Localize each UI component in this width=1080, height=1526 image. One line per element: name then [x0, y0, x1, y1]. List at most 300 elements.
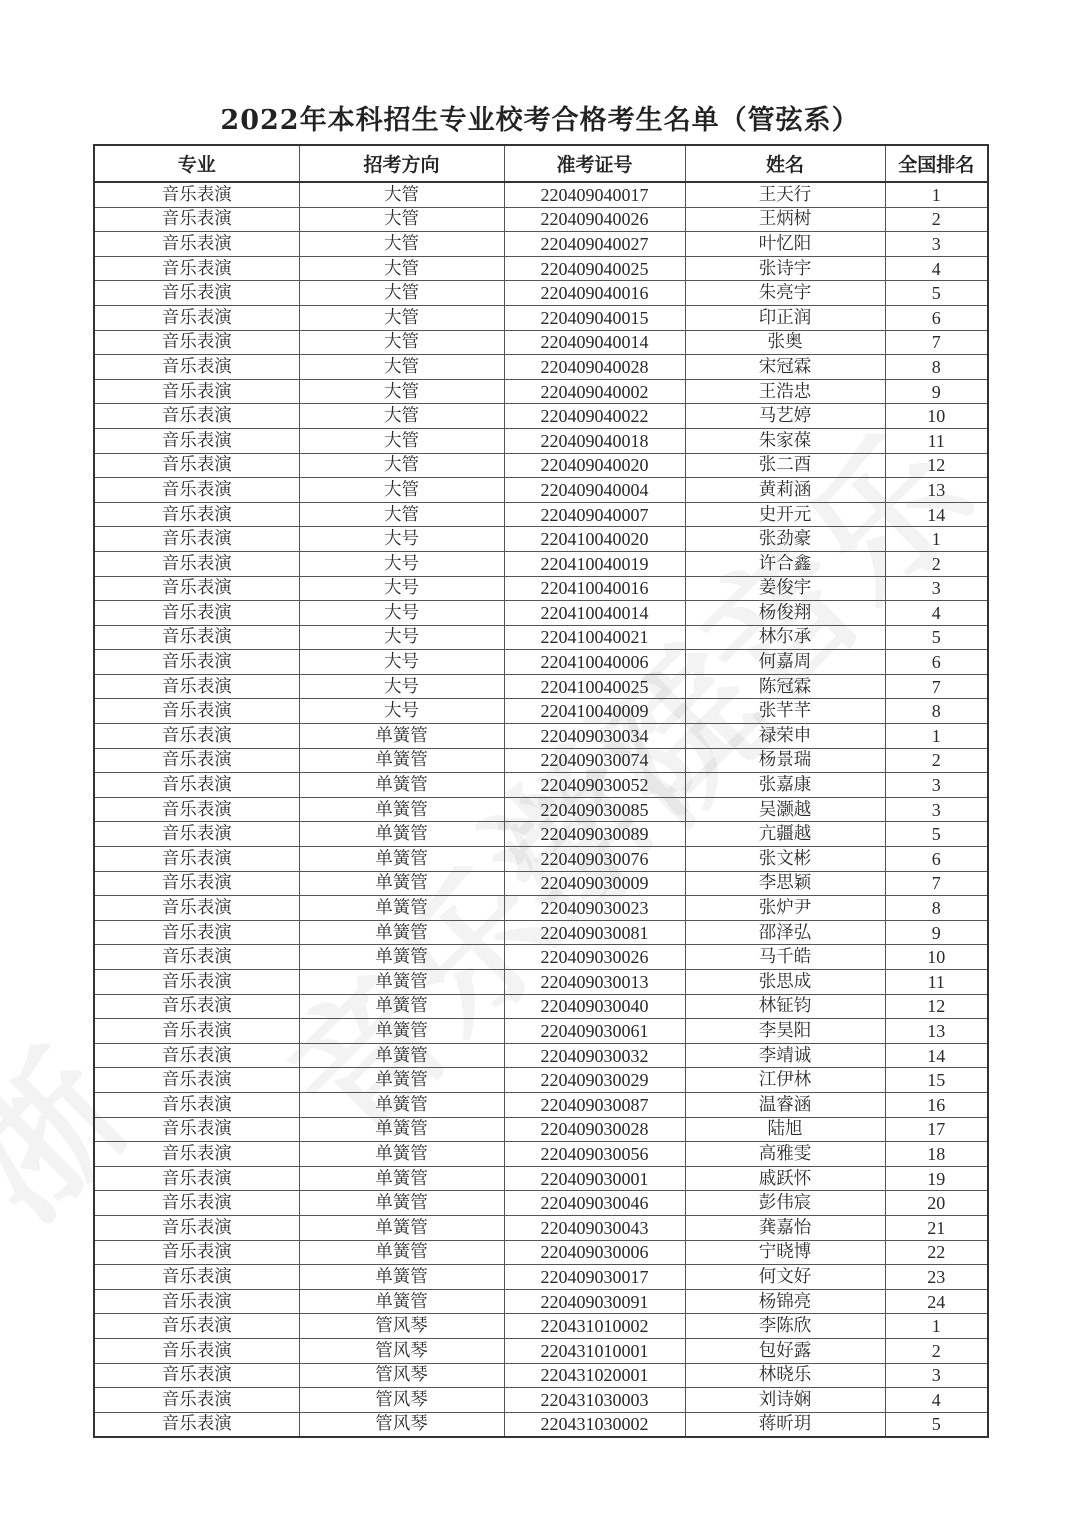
cell-exam-number: 220409030013: [504, 970, 685, 995]
cell-major: 音乐表演: [94, 232, 299, 257]
cell-name: 马千皓: [685, 945, 885, 970]
cell-direction: 大管: [299, 478, 504, 503]
cell-exam-number: 220409030056: [504, 1142, 685, 1167]
table-row: [94, 1412, 988, 1437]
cell-rank: 8: [885, 896, 988, 921]
cell-name: 何嘉周: [685, 650, 885, 675]
cell-direction: 单簧管: [299, 1240, 504, 1265]
cell-rank: 5: [885, 822, 988, 847]
cell-rank: 9: [885, 379, 988, 404]
cell-name: 彭伟宸: [685, 1191, 885, 1216]
cell-major: 音乐表演: [94, 1388, 299, 1413]
cell-rank: 8: [885, 355, 988, 380]
table-row: [94, 601, 988, 626]
cell-name: 朱家葆: [685, 428, 885, 453]
cell-direction: 大管: [299, 256, 504, 281]
cell-direction: 单簧管: [299, 797, 504, 822]
cell-direction: 管风琴: [299, 1388, 504, 1413]
cell-exam-number: 220409040002: [504, 379, 685, 404]
cell-direction: 大管: [299, 379, 504, 404]
cell-major: 音乐表演: [94, 379, 299, 404]
cell-name: 张文彬: [685, 847, 885, 872]
cell-exam-number: 220410040016: [504, 576, 685, 601]
cell-direction: 大管: [299, 428, 504, 453]
cell-name: 戚跃怀: [685, 1166, 885, 1191]
cell-direction: 单簧管: [299, 994, 504, 1019]
table-row: [94, 1388, 988, 1413]
cell-rank: 22: [885, 1240, 988, 1265]
cell-exam-number: 220409040026: [504, 207, 685, 232]
cell-rank: 4: [885, 256, 988, 281]
table-row: [94, 1265, 988, 1290]
cell-direction: 单簧管: [299, 1265, 504, 1290]
cell-major: 音乐表演: [94, 1265, 299, 1290]
cell-major: 音乐表演: [94, 1240, 299, 1265]
cell-rank: 2: [885, 551, 988, 576]
header-name: 姓名: [685, 145, 885, 182]
cell-rank: 15: [885, 1068, 988, 1093]
cell-exam-number: 220409040020: [504, 453, 685, 478]
cell-major: 音乐表演: [94, 1289, 299, 1314]
cell-exam-number: 220409040004: [504, 478, 685, 503]
table-row: [94, 1142, 988, 1167]
cell-direction: 大管: [299, 404, 504, 429]
table-row: [94, 527, 988, 552]
cell-exam-number: 220409030034: [504, 724, 685, 749]
cell-exam-number: 220409030081: [504, 920, 685, 945]
table-row: [94, 871, 988, 896]
cell-name: 温睿涵: [685, 1092, 885, 1117]
cell-direction: 单簧管: [299, 1019, 504, 1044]
header-direction: 招考方向: [299, 145, 504, 182]
table-row: [94, 847, 988, 872]
table-row: [94, 822, 988, 847]
cell-exam-number: 220409040017: [504, 182, 685, 207]
cell-major: 音乐表演: [94, 1142, 299, 1167]
cell-exam-number: 220431030002: [504, 1412, 685, 1437]
table-row: [94, 1068, 988, 1093]
cell-direction: 大号: [299, 601, 504, 626]
cell-direction: 大管: [299, 305, 504, 330]
table-row: [94, 625, 988, 650]
cell-exam-number: 220410040006: [504, 650, 685, 675]
cell-direction: 单簧管: [299, 847, 504, 872]
cell-exam-number: 220409030089: [504, 822, 685, 847]
cell-direction: 单簧管: [299, 1043, 504, 1068]
cell-major: 音乐表演: [94, 1019, 299, 1044]
cell-rank: 19: [885, 1166, 988, 1191]
table-row: [94, 797, 988, 822]
cell-name: 宋冠霖: [685, 355, 885, 380]
cell-direction: 单簧管: [299, 970, 504, 995]
table-row: [94, 1191, 988, 1216]
cell-major: 音乐表演: [94, 847, 299, 872]
cell-rank: 3: [885, 232, 988, 257]
cell-exam-number: 220409040014: [504, 330, 685, 355]
cell-name: 张劲豪: [685, 527, 885, 552]
cell-rank: 10: [885, 945, 988, 970]
cell-name: 张嘉康: [685, 773, 885, 798]
cell-name: 林晓乐: [685, 1363, 885, 1388]
cell-major: 音乐表演: [94, 1117, 299, 1142]
table-row: [94, 330, 988, 355]
cell-rank: 2: [885, 748, 988, 773]
table-row: [94, 379, 988, 404]
cell-major: 音乐表演: [94, 1043, 299, 1068]
cell-name: 江伊林: [685, 1068, 885, 1093]
cell-direction: 管风琴: [299, 1338, 504, 1363]
cell-major: 音乐表演: [94, 281, 299, 306]
cell-exam-number: 220409040016: [504, 281, 685, 306]
cell-major: 音乐表演: [94, 551, 299, 576]
cell-direction: 单簧管: [299, 1289, 504, 1314]
cell-exam-number: 220409030087: [504, 1092, 685, 1117]
cell-exam-number: 220409030001: [504, 1166, 685, 1191]
table-row: [94, 453, 988, 478]
cell-rank: 11: [885, 428, 988, 453]
cell-rank: 3: [885, 1363, 988, 1388]
cell-name: 许合鑫: [685, 551, 885, 576]
table-row: [94, 748, 988, 773]
cell-direction: 大管: [299, 502, 504, 527]
cell-direction: 单簧管: [299, 1166, 504, 1191]
cell-name: 蒋昕玥: [685, 1412, 885, 1437]
cell-exam-number: 220431020001: [504, 1363, 685, 1388]
cell-exam-number: 220410040025: [504, 674, 685, 699]
cell-name: 宁晓博: [685, 1240, 885, 1265]
cell-name: 龚嘉怡: [685, 1215, 885, 1240]
candidate-table: [93, 144, 989, 1438]
table-row: [94, 478, 988, 503]
cell-major: 音乐表演: [94, 330, 299, 355]
cell-direction: 大号: [299, 674, 504, 699]
cell-name: 李靖诚: [685, 1043, 885, 1068]
cell-major: 音乐表演: [94, 994, 299, 1019]
cell-direction: 单簧管: [299, 1215, 504, 1240]
cell-rank: 11: [885, 970, 988, 995]
table-row: [94, 355, 988, 380]
cell-direction: 单簧管: [299, 1142, 504, 1167]
cell-name: 高雅雯: [685, 1142, 885, 1167]
cell-rank: 5: [885, 281, 988, 306]
cell-name: 张思成: [685, 970, 885, 995]
cell-name: 李思颖: [685, 871, 885, 896]
cell-direction: 大号: [299, 527, 504, 552]
cell-exam-number: 220409030026: [504, 945, 685, 970]
cell-exam-number: 220409030023: [504, 896, 685, 921]
cell-name: 张芊芊: [685, 699, 885, 724]
cell-name: 史开元: [685, 502, 885, 527]
cell-major: 音乐表演: [94, 1191, 299, 1216]
cell-direction: 管风琴: [299, 1363, 504, 1388]
table-row: [94, 207, 988, 232]
cell-name: 杨景瑞: [685, 748, 885, 773]
cell-direction: 大管: [299, 207, 504, 232]
cell-rank: 24: [885, 1289, 988, 1314]
cell-rank: 21: [885, 1215, 988, 1240]
cell-direction: 单簧管: [299, 822, 504, 847]
cell-name: 林尔承: [685, 625, 885, 650]
cell-exam-number: 220409030017: [504, 1265, 685, 1290]
table-row: [94, 994, 988, 1019]
header-exam-number: 准考证号: [504, 145, 685, 182]
cell-name: 马艺婷: [685, 404, 885, 429]
table-row: [94, 182, 988, 207]
cell-name: 王浩忠: [685, 379, 885, 404]
cell-major: 音乐表演: [94, 1338, 299, 1363]
cell-direction: 管风琴: [299, 1314, 504, 1339]
cell-major: 音乐表演: [94, 601, 299, 626]
cell-rank: 1: [885, 724, 988, 749]
cell-major: 音乐表演: [94, 1363, 299, 1388]
cell-rank: 5: [885, 625, 988, 650]
cell-major: 音乐表演: [94, 650, 299, 675]
cell-name: 朱亮宇: [685, 281, 885, 306]
cell-major: 音乐表演: [94, 945, 299, 970]
cell-rank: 5: [885, 1412, 988, 1437]
cell-direction: 大号: [299, 576, 504, 601]
cell-name: 印正润: [685, 305, 885, 330]
cell-exam-number: 220431030003: [504, 1388, 685, 1413]
cell-name: 刘诗娴: [685, 1388, 885, 1413]
cell-major: 音乐表演: [94, 207, 299, 232]
cell-exam-number: 220410040020: [504, 527, 685, 552]
cell-exam-number: 220409040022: [504, 404, 685, 429]
cell-exam-number: 220409030046: [504, 1191, 685, 1216]
cell-rank: 6: [885, 305, 988, 330]
cell-major: 音乐表演: [94, 674, 299, 699]
header-national-rank: 全国排名: [885, 145, 988, 182]
cell-name: 张诗宇: [685, 256, 885, 281]
table-body: [94, 182, 988, 1437]
cell-rank: 1: [885, 1314, 988, 1339]
cell-major: 音乐表演: [94, 970, 299, 995]
cell-name: 张奥: [685, 330, 885, 355]
cell-major: 音乐表演: [94, 527, 299, 552]
cell-name: 吴灏越: [685, 797, 885, 822]
cell-major: 音乐表演: [94, 404, 299, 429]
cell-major: 音乐表演: [94, 773, 299, 798]
table-row: [94, 404, 988, 429]
table-row: [94, 1043, 988, 1068]
cell-major: 音乐表演: [94, 822, 299, 847]
cell-name: 李昊阳: [685, 1019, 885, 1044]
cell-rank: 4: [885, 1388, 988, 1413]
cell-direction: 单簧管: [299, 871, 504, 896]
table-row: [94, 650, 988, 675]
cell-exam-number: 220431010001: [504, 1338, 685, 1363]
cell-major: 音乐表演: [94, 699, 299, 724]
cell-exam-number: 220409040018: [504, 428, 685, 453]
cell-name: 陆旭: [685, 1117, 885, 1142]
cell-rank: 2: [885, 1338, 988, 1363]
cell-major: 音乐表演: [94, 502, 299, 527]
cell-rank: 17: [885, 1117, 988, 1142]
cell-exam-number: 220410040021: [504, 625, 685, 650]
cell-rank: 3: [885, 797, 988, 822]
cell-major: 音乐表演: [94, 1068, 299, 1093]
cell-major: 音乐表演: [94, 1092, 299, 1117]
table-row: [94, 724, 988, 749]
table-row: [94, 896, 988, 921]
cell-exam-number: 220409030032: [504, 1043, 685, 1068]
cell-major: 音乐表演: [94, 576, 299, 601]
cell-exam-number: 220409040025: [504, 256, 685, 281]
cell-exam-number: 220409040028: [504, 355, 685, 380]
table-row: [94, 1289, 988, 1314]
cell-rank: 14: [885, 502, 988, 527]
cell-direction: 单簧管: [299, 1191, 504, 1216]
cell-direction: 大号: [299, 699, 504, 724]
cell-major: 音乐表演: [94, 478, 299, 503]
cell-rank: 13: [885, 478, 988, 503]
cell-name: 王天行: [685, 182, 885, 207]
cell-rank: 6: [885, 650, 988, 675]
cell-name: 叶忆阳: [685, 232, 885, 257]
cell-major: 音乐表演: [94, 1166, 299, 1191]
cell-exam-number: 220410040014: [504, 601, 685, 626]
cell-exam-number: 220410040009: [504, 699, 685, 724]
cell-name: 张二酉: [685, 453, 885, 478]
cell-major: 音乐表演: [94, 428, 299, 453]
cell-name: 陈冠霖: [685, 674, 885, 699]
header-major: 专业: [94, 145, 299, 182]
cell-name: 林钲钧: [685, 994, 885, 1019]
cell-name: 禄荣申: [685, 724, 885, 749]
table-row: [94, 699, 988, 724]
cell-rank: 2: [885, 207, 988, 232]
cell-direction: 大号: [299, 650, 504, 675]
cell-rank: 4: [885, 601, 988, 626]
cell-exam-number: 220409030029: [504, 1068, 685, 1093]
cell-name: 包好露: [685, 1338, 885, 1363]
cell-direction: 单簧管: [299, 920, 504, 945]
cell-direction: 单簧管: [299, 773, 504, 798]
table-row: [94, 920, 988, 945]
cell-exam-number: 220409030040: [504, 994, 685, 1019]
cell-direction: 大管: [299, 330, 504, 355]
cell-direction: 单簧管: [299, 945, 504, 970]
cell-direction: 大号: [299, 551, 504, 576]
cell-rank: 7: [885, 674, 988, 699]
cell-rank: 18: [885, 1142, 988, 1167]
cell-major: 音乐表演: [94, 625, 299, 650]
cell-exam-number: 220409040027: [504, 232, 685, 257]
table-row: [94, 232, 988, 257]
table-row: [94, 1092, 988, 1117]
cell-direction: 单簧管: [299, 1117, 504, 1142]
cell-exam-number: 220410040019: [504, 551, 685, 576]
cell-exam-number: 220409030074: [504, 748, 685, 773]
cell-rank: 13: [885, 1019, 988, 1044]
cell-rank: 7: [885, 330, 988, 355]
table-row: [94, 256, 988, 281]
cell-rank: 10: [885, 404, 988, 429]
table-row: [94, 1166, 988, 1191]
cell-name: 亢疆越: [685, 822, 885, 847]
table-row: [94, 945, 988, 970]
cell-rank: 1: [885, 527, 988, 552]
table-row: [94, 1019, 988, 1044]
table-row: [94, 1363, 988, 1388]
table-row: [94, 281, 988, 306]
cell-direction: 大管: [299, 232, 504, 257]
table-row: [94, 1117, 988, 1142]
cell-direction: 单簧管: [299, 724, 504, 749]
cell-rank: 1: [885, 182, 988, 207]
cell-exam-number: 220409030006: [504, 1240, 685, 1265]
table-row: [94, 1314, 988, 1339]
cell-name: 张炉尹: [685, 896, 885, 921]
cell-major: 音乐表演: [94, 920, 299, 945]
cell-name: 黄莉涵: [685, 478, 885, 503]
table-row: [94, 305, 988, 330]
table-row: [94, 428, 988, 453]
cell-major: 音乐表演: [94, 355, 299, 380]
cell-rank: 14: [885, 1043, 988, 1068]
table-row: [94, 551, 988, 576]
table-row: [94, 502, 988, 527]
cell-major: 音乐表演: [94, 1215, 299, 1240]
cell-name: 杨锦亮: [685, 1289, 885, 1314]
cell-rank: 23: [885, 1265, 988, 1290]
cell-rank: 7: [885, 871, 988, 896]
cell-direction: 单簧管: [299, 896, 504, 921]
cell-direction: 单簧管: [299, 1068, 504, 1093]
cell-rank: 6: [885, 847, 988, 872]
table-row: [94, 576, 988, 601]
cell-name: 邵泽弘: [685, 920, 885, 945]
cell-exam-number: 220409030091: [504, 1289, 685, 1314]
cell-direction: 大管: [299, 453, 504, 478]
cell-rank: 20: [885, 1191, 988, 1216]
cell-major: 音乐表演: [94, 797, 299, 822]
table-row: [94, 674, 988, 699]
cell-exam-number: 220409030028: [504, 1117, 685, 1142]
cell-exam-number: 220409030052: [504, 773, 685, 798]
cell-rank: 3: [885, 773, 988, 798]
page-title: 2022年本科招生专业校考合格考生名单（管弦系）: [220, 105, 860, 136]
cell-major: 音乐表演: [94, 871, 299, 896]
cell-exam-number: 220409030009: [504, 871, 685, 896]
cell-major: 音乐表演: [94, 896, 299, 921]
cell-direction: 大号: [299, 625, 504, 650]
cell-direction: 大管: [299, 355, 504, 380]
table-row: [94, 773, 988, 798]
cell-exam-number: 220409030061: [504, 1019, 685, 1044]
table-row: [94, 1215, 988, 1240]
cell-rank: 16: [885, 1092, 988, 1117]
cell-direction: 单簧管: [299, 1092, 504, 1117]
cell-name: 李陈欣: [685, 1314, 885, 1339]
cell-exam-number: 220409030076: [504, 847, 685, 872]
table-header-row: [94, 145, 988, 182]
cell-exam-number: 220409030043: [504, 1215, 685, 1240]
cell-rank: 12: [885, 994, 988, 1019]
table-row: [94, 970, 988, 995]
cell-direction: 大管: [299, 182, 504, 207]
cell-major: 音乐表演: [94, 305, 299, 330]
cell-rank: 8: [885, 699, 988, 724]
table-row: [94, 1338, 988, 1363]
cell-name: 杨俊翔: [685, 601, 885, 626]
cell-major: 音乐表演: [94, 182, 299, 207]
cell-major: 音乐表演: [94, 748, 299, 773]
cell-name: 王炳树: [685, 207, 885, 232]
cell-major: 音乐表演: [94, 453, 299, 478]
cell-rank: 3: [885, 576, 988, 601]
table-row: [94, 1240, 988, 1265]
